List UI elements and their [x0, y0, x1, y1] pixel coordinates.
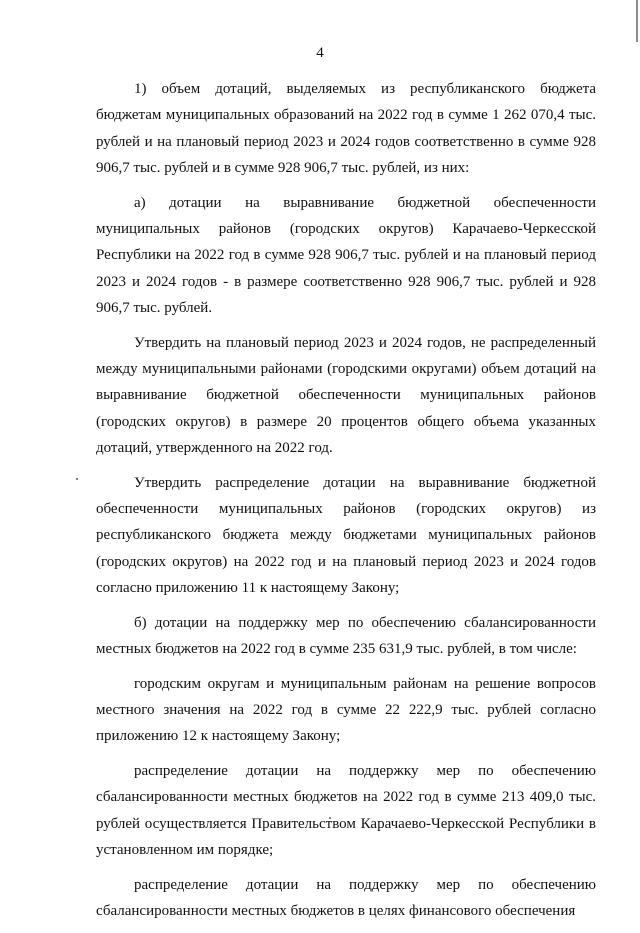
- paragraph-undistributed-volume: Утвердить на плановый период 2023 и 2024 годов, не распределенный между муниципальными районами (городскими округами) объем дотаций на выравнивание бюджетной обеспеченности муниципальных районов (городских округов) в размере 20 процентов общего объема указанных дотаций, утвержденного на 2022 год.: [96, 334, 596, 456]
- paragraph-distribution-appendix-11: Утвердить распределение дотации на выравнивание бюджетной обеспеченности муниципальных районов (городских округов) из республиканского бюджета между бюджетами муниципальных районов (городских округов) на 2022 год и на плановый период 2023 и 2024 годов согласно приложению 11 к настоящему Закону;: [96, 474, 596, 596]
- paragraph-balance-subsidies: б) дотации на поддержку мер по обеспечению сбалансированности местных бюджетов на 2022 год в сумме 235 631,9 тыс. рублей, в том числе:: [96, 614, 596, 657]
- paragraph-local-issues-appendix-12: городским округам и муниципальным районам на решение вопросов местного значения на 2022 год в сумме 22 222,9 тыс. рублей согласно приложению 12 к настоящему Закону;: [96, 675, 596, 745]
- document-body: [96, 76, 596, 933]
- paragraph-government-distribution: распределение дотации на поддержку мер по обеспечению сбалансированности местных бюджетов на 2022 год в сумме 213 409,0 тыс. рублей осуществляется Правительством Карачаево-Черкесской Республики в установленном им порядке;: [96, 763, 596, 859]
- paragraph-subsidies-total: 1) объем дотаций, выделяемых из республиканского бюджета бюджетам муниципальных образований на 2022 год в сумме 1 262 070,4 тыс. рублей и на плановый период 2023 и 2024 годов соответственно в сумме 928 906,7 тыс. рублей и в сумме 928 906,7 тыс. рублей, из них:: [96, 81, 596, 176]
- scan-edge-mark: [636, 0, 638, 42]
- scan-speck: [76, 478, 78, 480]
- paragraph-equalization-subsidies: а) дотации на выравнивание бюджетной обеспеченности муниципальных районов (городских округов) Карачаево-Черкесской Республики на 2022 год в сумме 928 906,7 тыс. рублей и на плановый период 2023 и 2024 годов - в размере соответственно 928 906,7 тыс. рублей и 928 906,7 тыс. рублей.: [96, 194, 596, 316]
- page-number: 4: [316, 45, 324, 61]
- paragraph-financial-support: распределение дотации на поддержку мер по обеспечению сбалансированности местных бюджетов в целях финансового обеспечения: [96, 876, 596, 920]
